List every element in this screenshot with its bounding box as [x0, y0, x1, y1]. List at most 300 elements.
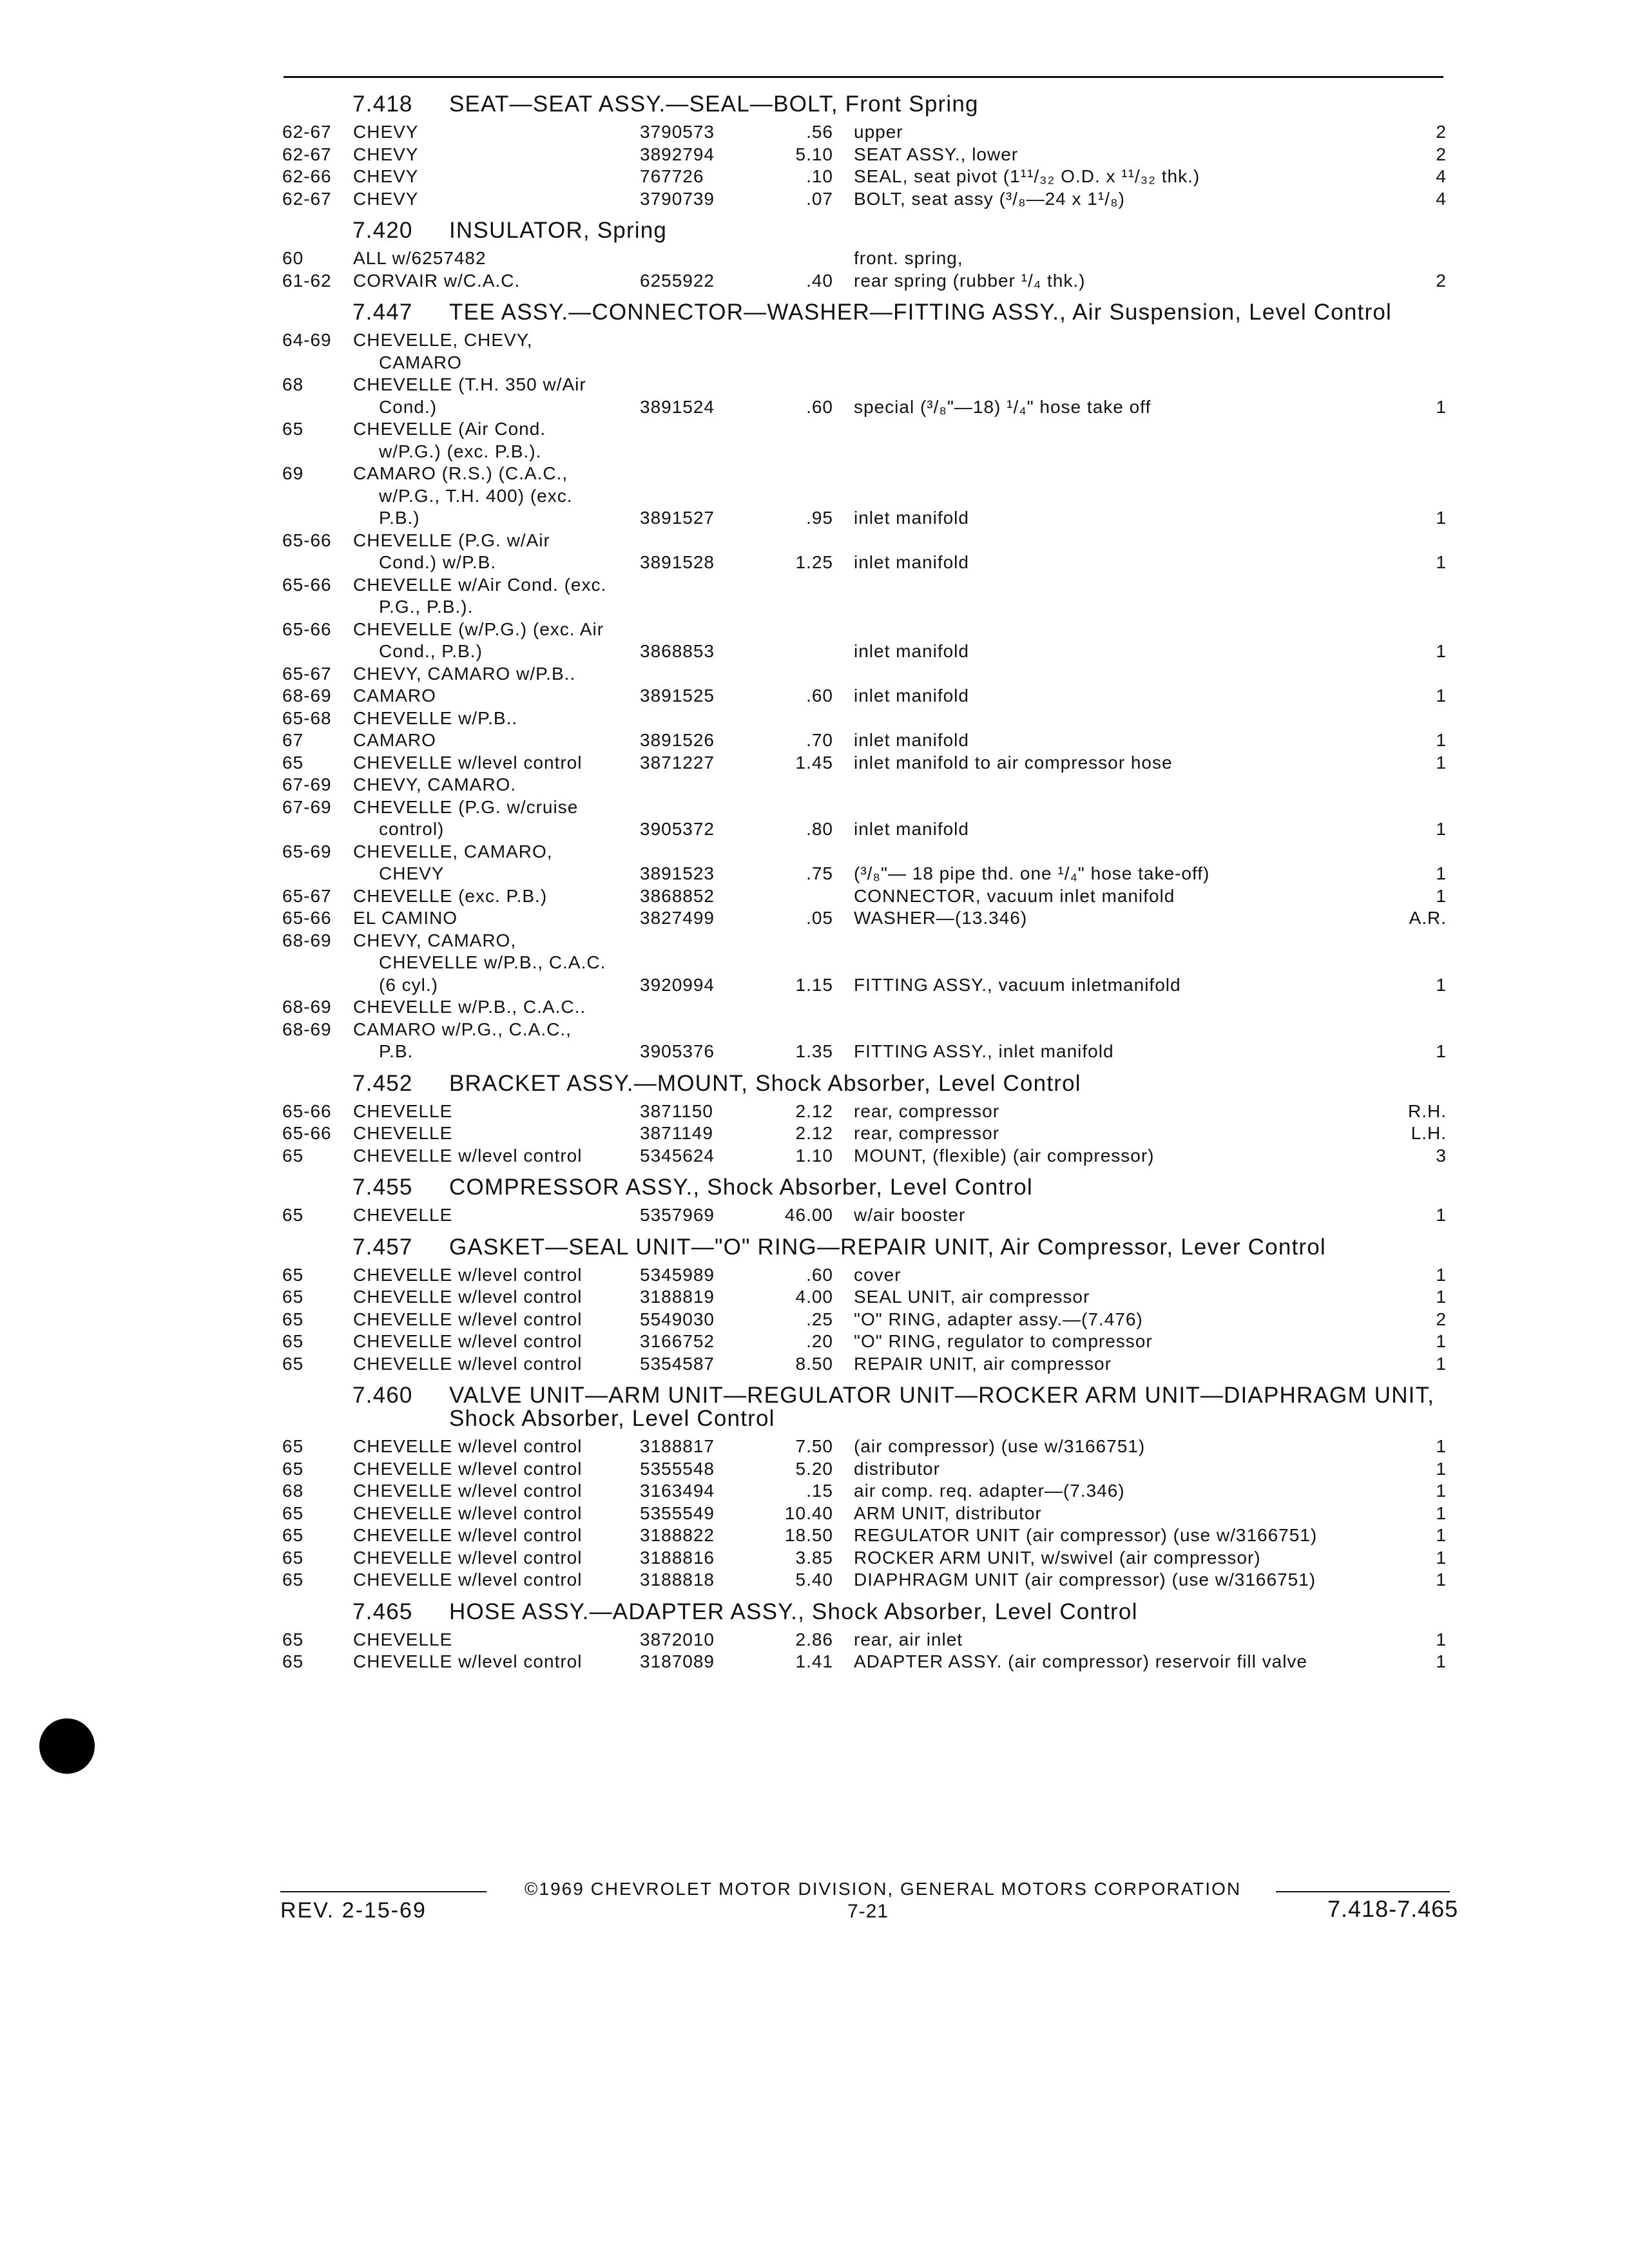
model-years: 68	[282, 374, 304, 394]
vehicle-model-line: CHEVY, CAMARO,	[353, 930, 517, 950]
quantity: 1	[1436, 1547, 1447, 1568]
list-price: 1.45	[795, 752, 833, 773]
vehicle-model-line: w/P.G.) (exc. P.B.).	[379, 441, 542, 461]
part-row	[0, 1503, 1629, 1525]
quantity: L.H.	[1411, 1123, 1447, 1143]
part-row	[0, 663, 1629, 686]
part-number: 3790573	[640, 122, 715, 142]
vehicle-model-line: CHEVY, CAMARO w/P.B..	[353, 663, 576, 684]
vehicle-model-line: CAMARO	[353, 730, 436, 750]
part-row	[0, 1204, 1629, 1227]
model-years: 65	[282, 1547, 304, 1568]
list-price: .75	[806, 863, 833, 883]
vehicle-model-line: CHEVELLE w/level control	[353, 1547, 583, 1568]
part-row	[0, 1458, 1629, 1481]
vehicle-model	[353, 930, 640, 997]
vehicle-model	[353, 1331, 640, 1353]
part-number: 767726	[640, 166, 704, 186]
list-price: 18.50	[784, 1525, 833, 1545]
vehicle-model-line: CHEVELLE w/level control	[353, 752, 583, 773]
list-price: 10.40	[784, 1503, 833, 1523]
section-number: 7.418	[352, 91, 413, 117]
vehicle-model-line: CHEVELLE (T.H. 350 w/Air	[353, 374, 586, 394]
part-description: REPAIR UNIT, air compressor	[854, 1353, 1112, 1374]
vehicle-model-line: CORVAIR w/C.A.C.	[353, 270, 521, 291]
model-years: 65	[282, 1503, 304, 1523]
list-price: .20	[806, 1331, 833, 1351]
section-number: 7.455	[352, 1175, 413, 1200]
model-years: 65-66	[282, 574, 332, 595]
part-row	[0, 1524, 1629, 1547]
part-row	[0, 685, 1629, 707]
vehicle-model-line: Cond.)	[379, 396, 438, 417]
part-row	[0, 1264, 1629, 1287]
part-description: rear spring (rubber ¹/₄ thk.)	[854, 270, 1086, 291]
model-years: 62-67	[282, 122, 332, 142]
part-description: distributor	[854, 1458, 940, 1479]
vehicle-model	[353, 1286, 640, 1309]
part-row	[0, 752, 1629, 774]
part-description: "O" RING, regulator to compressor	[854, 1331, 1153, 1351]
part-row	[0, 270, 1629, 293]
list-price: .80	[806, 819, 833, 839]
quantity: 1	[1436, 1481, 1447, 1501]
vehicle-model-line: CHEVELLE w/level control	[353, 1503, 583, 1523]
section-number: 7.460	[352, 1383, 413, 1408]
quantity: 1	[1436, 1629, 1447, 1649]
vehicle-model	[353, 1309, 640, 1331]
model-years: 65	[282, 1570, 304, 1590]
part-number: 3188819	[640, 1287, 715, 1307]
part-row	[0, 1019, 1629, 1063]
vehicle-model	[353, 374, 640, 418]
part-row	[0, 729, 1629, 752]
list-price: 1.35	[795, 1041, 833, 1061]
vehicle-model	[353, 1353, 640, 1376]
section-title: BRACKET ASSY.—MOUNT, Shock Absorber, Level Control	[449, 1070, 1081, 1096]
model-years: 65	[282, 1205, 304, 1225]
list-price: .05	[806, 908, 833, 928]
vehicle-model	[353, 885, 640, 908]
vehicle-model	[353, 329, 640, 374]
vehicle-model	[353, 188, 640, 211]
vehicle-model	[353, 574, 640, 619]
section-heading	[0, 1176, 1629, 1199]
part-description: SEAT ASSY., lower	[854, 144, 1019, 164]
part-row	[0, 774, 1629, 796]
vehicle-model	[353, 1122, 640, 1145]
part-number: 3891527	[640, 508, 715, 528]
quantity: 1	[1436, 1205, 1447, 1225]
model-years: 65-67	[282, 885, 332, 906]
part-row	[0, 1569, 1629, 1591]
vehicle-model-line: CHEVY	[379, 863, 445, 883]
footer-rule-right	[1276, 1891, 1450, 1892]
list-price: .15	[806, 1481, 833, 1501]
top-rule	[284, 76, 1443, 78]
model-years: 67	[282, 730, 304, 750]
part-row	[0, 530, 1629, 574]
part-description: FITTING ASSY., vacuum inletmanifold	[854, 974, 1181, 995]
section-title: VALVE UNIT—ARM UNIT—REGULATOR UNIT—ROCKER ARM UNIT—DIAPHRAGM UNIT, Shock Absorber, Level Control	[449, 1383, 1435, 1431]
vehicle-model-line: CHEVELLE w/level control	[353, 1309, 583, 1329]
model-years: 68-69	[282, 686, 332, 706]
vehicle-model-line: CHEVELLE w/P.B., C.A.C.	[379, 952, 606, 972]
list-price: 5.20	[795, 1458, 833, 1479]
part-description: (³/₈"— 18 pipe thd. one ¹/₄" hose take-off)	[854, 863, 1210, 883]
quantity: 1	[1436, 686, 1447, 706]
part-row	[0, 166, 1629, 188]
vehicle-model-line: CHEVELLE	[353, 1123, 453, 1143]
part-number: 3891528	[640, 552, 715, 572]
footer-page-number: 7-21	[847, 1901, 889, 1922]
model-years: 65-66	[282, 1123, 332, 1143]
model-years: 67-69	[282, 774, 332, 794]
list-price: 7.50	[795, 1436, 833, 1456]
section-title: COMPRESSOR ASSY., Shock Absorber, Level Control	[449, 1175, 1033, 1200]
vehicle-model-line: P.G., P.B.).	[379, 597, 474, 617]
part-number: 3871149	[640, 1123, 713, 1143]
model-years: 65	[282, 1525, 304, 1545]
quantity: 4	[1436, 188, 1447, 209]
vehicle-model-line: CHEVY	[353, 122, 419, 142]
quantity: 1	[1436, 1331, 1447, 1351]
part-number: 3920994	[640, 974, 715, 995]
part-row	[0, 329, 1629, 374]
quantity: 1	[1436, 819, 1447, 839]
quantity: 1	[1436, 641, 1447, 661]
part-description: w/air booster	[854, 1205, 966, 1225]
quantity: 2	[1436, 144, 1447, 164]
section-heading	[0, 301, 1629, 324]
vehicle-model-line: CHEVY, CAMARO.	[353, 774, 517, 794]
part-number: 3187089	[640, 1651, 715, 1671]
binder-hole-mark	[39, 1718, 95, 1774]
part-description: inlet manifold to air compressor hose	[854, 752, 1173, 773]
model-years: 65	[282, 752, 304, 773]
list-price: .10	[806, 166, 833, 186]
list-price: 1.15	[795, 974, 833, 995]
model-years: 65	[282, 1309, 304, 1329]
part-row	[0, 1309, 1629, 1331]
vehicle-model	[353, 1524, 640, 1547]
vehicle-model	[353, 774, 640, 796]
section-heading	[0, 1384, 1629, 1430]
part-number: 3188822	[640, 1525, 715, 1545]
vehicle-model-line: CHEVELLE	[353, 1629, 453, 1649]
footer-rule-left	[280, 1891, 487, 1892]
part-row	[0, 463, 1629, 530]
model-years: 65-67	[282, 663, 332, 684]
quantity: 1	[1436, 508, 1447, 528]
part-row	[0, 121, 1629, 144]
model-years: 60	[282, 248, 304, 268]
vehicle-model	[353, 166, 640, 188]
part-number: 5345624	[640, 1145, 715, 1166]
part-row	[0, 418, 1629, 463]
part-description: BOLT, seat assy (³/₈—24 x 1¹/₈)	[854, 188, 1125, 209]
vehicle-model	[353, 841, 640, 885]
section-number: 7.457	[352, 1234, 413, 1260]
vehicle-model-line: ALL w/6257482	[353, 248, 487, 268]
list-price: 46.00	[784, 1205, 833, 1225]
model-years: 65	[282, 1651, 304, 1671]
quantity: 1	[1436, 1503, 1447, 1523]
list-price: 2.12	[795, 1100, 833, 1121]
catalog-section	[0, 301, 1629, 1063]
model-years: 67-69	[282, 796, 332, 817]
part-row	[0, 247, 1629, 270]
section-heading	[0, 1072, 1629, 1095]
part-description: ARM UNIT, distributor	[854, 1503, 1042, 1523]
catalog-section	[0, 1600, 1629, 1673]
model-years: 65	[282, 419, 304, 439]
vehicle-model-line: CHEVELLE	[353, 1205, 453, 1225]
vehicle-model-line: CHEVELLE	[353, 1100, 453, 1121]
part-row	[0, 619, 1629, 663]
part-row	[0, 1331, 1629, 1353]
section-number: 7.452	[352, 1070, 413, 1096]
vehicle-model-line: CAMARO	[353, 686, 436, 706]
part-row	[0, 885, 1629, 908]
vehicle-model-line: CHEVELLE w/level control	[353, 1145, 583, 1166]
part-number: 3905372	[640, 819, 715, 839]
section-heading	[0, 1600, 1629, 1624]
part-description: cover	[854, 1264, 901, 1285]
part-description: air comp. req. adapter—(7.346)	[854, 1481, 1125, 1501]
quantity: A.R.	[1409, 908, 1447, 928]
part-row	[0, 1145, 1629, 1168]
vehicle-model	[353, 907, 640, 930]
vehicle-model-line: CHEVELLE w/level control	[353, 1287, 583, 1307]
list-price: .60	[806, 1264, 833, 1285]
vehicle-model-line: CHEVELLE w/level control	[353, 1353, 583, 1374]
quantity: 1	[1436, 730, 1447, 750]
vehicle-model-line: Cond.) w/P.B.	[379, 552, 497, 572]
part-description: inlet manifold	[854, 819, 969, 839]
part-row	[0, 796, 1629, 841]
list-price: 1.10	[795, 1145, 833, 1166]
part-number: 3790739	[640, 188, 715, 209]
quantity: 2	[1436, 1309, 1447, 1329]
catalog-section	[0, 93, 1629, 210]
footer-copyright: ©1969 CHEVROLET MOTOR DIVISION, GENERAL MOTORS CORPORATION	[524, 1879, 1242, 1899]
quantity: 1	[1436, 1570, 1447, 1590]
model-years: 68	[282, 1481, 304, 1501]
part-number: 5355548	[640, 1458, 715, 1479]
vehicle-model-line: CHEVELLE (exc. P.B.)	[353, 885, 548, 906]
vehicle-model-line: Cond., P.B.)	[379, 641, 483, 661]
list-price: 8.50	[795, 1353, 833, 1374]
part-description: (air compressor) (use w/3166751)	[854, 1436, 1146, 1456]
quantity: 3	[1436, 1145, 1447, 1166]
list-price: .40	[806, 270, 833, 291]
vehicle-model-line: CAMARO	[379, 352, 462, 372]
vehicle-model	[353, 1480, 640, 1503]
catalog-section	[0, 219, 1629, 292]
vehicle-model-line: CAMARO w/P.G., C.A.C.,	[353, 1019, 572, 1039]
part-row	[0, 1436, 1629, 1458]
model-years: 65	[282, 1436, 304, 1456]
catalog-section	[0, 1072, 1629, 1168]
vehicle-model-line: CHEVELLE w/P.B., C.A.C..	[353, 997, 586, 1017]
model-years: 65-68	[282, 707, 332, 728]
part-number: 3188816	[640, 1547, 715, 1568]
quantity: 1	[1436, 1651, 1447, 1671]
part-description: CONNECTOR, vacuum inlet manifold	[854, 885, 1175, 906]
part-description: rear, compressor	[854, 1123, 1000, 1143]
vehicle-model	[353, 1204, 640, 1227]
model-years: 65-66	[282, 1100, 332, 1121]
part-number: 6255922	[640, 270, 715, 291]
part-row	[0, 930, 1629, 997]
vehicle-model-line: w/P.G., T.H. 400) (exc.	[379, 485, 573, 506]
list-price: .95	[806, 508, 833, 528]
part-row	[0, 1480, 1629, 1503]
quantity: 1	[1436, 863, 1447, 883]
model-years: 65-69	[282, 841, 332, 861]
vehicle-model	[353, 729, 640, 752]
part-number: 5345989	[640, 1264, 715, 1285]
vehicle-model	[353, 752, 640, 774]
section-title: TEE ASSY.—CONNECTOR—WASHER—FITTING ASSY., Air Suspension, Level Control	[449, 300, 1392, 325]
vehicle-model	[353, 1019, 640, 1063]
vehicle-model-line: CHEVELLE w/level control	[353, 1264, 583, 1285]
quantity: 2	[1436, 270, 1447, 291]
model-years: 61-62	[282, 270, 332, 291]
part-number: 3891525	[640, 686, 715, 706]
vehicle-model	[353, 685, 640, 707]
part-row	[0, 374, 1629, 418]
part-number: 3188818	[640, 1570, 715, 1590]
list-price: .25	[806, 1309, 833, 1329]
catalog-section	[0, 1176, 1629, 1227]
footer-revision: REV. 2-15-69	[280, 1898, 427, 1923]
part-row	[0, 188, 1629, 211]
part-description: REGULATOR UNIT (air compressor) (use w/3166751)	[854, 1525, 1318, 1545]
part-row	[0, 144, 1629, 166]
vehicle-model-line: control)	[379, 819, 445, 839]
quantity: 1	[1436, 1041, 1447, 1061]
part-description: special (³/₈"—18) ¹/₄" hose take off	[854, 396, 1152, 417]
vehicle-model	[353, 1651, 640, 1673]
part-description: rear, compressor	[854, 1100, 1000, 1121]
part-number: 5549030	[640, 1309, 715, 1329]
list-price: 2.12	[795, 1123, 833, 1143]
vehicle-model-line: CHEVELLE (P.G. w/cruise	[353, 796, 579, 817]
part-description: inlet manifold	[854, 508, 969, 528]
list-price: 1.25	[795, 552, 833, 572]
part-description: FITTING ASSY., inlet manifold	[854, 1041, 1114, 1061]
model-years: 69	[282, 463, 304, 483]
parts-catalog-body	[0, 84, 1629, 1678]
vehicle-model-line: CHEVELLE (w/P.G.) (exc. Air	[353, 619, 604, 639]
quantity: 1	[1436, 1264, 1447, 1285]
part-description: SEAL, seat pivot (1¹¹/₃₂ O.D. x ¹¹/₃₂ thk.)	[854, 166, 1200, 186]
vehicle-model	[353, 796, 640, 841]
vehicle-model	[353, 1264, 640, 1287]
vehicle-model-line: CHEVELLE w/level control	[353, 1436, 583, 1456]
part-number: 3891526	[640, 730, 715, 750]
section-number: 7.420	[352, 218, 413, 243]
list-price: 1.41	[795, 1651, 833, 1671]
vehicle-model-line: CHEVELLE w/level control	[353, 1458, 583, 1479]
model-years: 64-69	[282, 330, 332, 350]
model-years: 62-67	[282, 144, 332, 164]
list-price: .60	[806, 686, 833, 706]
part-row	[0, 1100, 1629, 1123]
part-row	[0, 1286, 1629, 1309]
part-number: 3872010	[640, 1629, 715, 1649]
catalog-section	[0, 1236, 1629, 1376]
part-description: front. spring,	[854, 248, 963, 268]
vehicle-model	[353, 1503, 640, 1525]
vehicle-model	[353, 1629, 640, 1651]
model-years: 68-69	[282, 930, 332, 950]
vehicle-model	[353, 530, 640, 574]
vehicle-model-line: CHEVELLE (P.G. w/Air	[353, 530, 550, 550]
footer-section-range: 7.418-7.465	[1327, 1896, 1459, 1922]
part-number: 3163494	[640, 1481, 715, 1501]
vehicle-model	[353, 463, 640, 530]
vehicle-model	[353, 1436, 640, 1458]
vehicle-model	[353, 619, 640, 663]
vehicle-model-line: EL CAMINO	[353, 908, 458, 928]
list-price: 2.86	[795, 1629, 833, 1649]
model-years: 65-66	[282, 530, 332, 550]
part-row	[0, 574, 1629, 619]
list-price: .07	[806, 188, 833, 209]
part-description: upper	[854, 122, 903, 142]
quantity: 1	[1436, 1287, 1447, 1307]
vehicle-model	[353, 1145, 640, 1168]
vehicle-model-line: CHEVELLE w/level control	[353, 1651, 583, 1671]
vehicle-model-line: (6 cyl.)	[379, 974, 438, 995]
vehicle-model-line: CHEVELLE (Air Cond.	[353, 419, 546, 439]
part-number: 3871227	[640, 752, 715, 773]
part-row	[0, 1629, 1629, 1651]
part-description: DIAPHRAGM UNIT (air compressor) (use w/3166751)	[854, 1570, 1316, 1590]
part-description: ROCKER ARM UNIT, w/swivel (air compressor)	[854, 1547, 1261, 1568]
vehicle-model-line: CHEVELLE w/P.B..	[353, 707, 518, 728]
list-price: .60	[806, 396, 833, 417]
section-heading	[0, 219, 1629, 242]
model-years: 68-69	[282, 997, 332, 1017]
part-description: rear, air inlet	[854, 1629, 963, 1649]
vehicle-model-line: CHEVELLE w/level control	[353, 1525, 583, 1545]
quantity: 1	[1436, 1436, 1447, 1456]
section-title: INSULATOR, Spring	[449, 218, 668, 243]
part-number: 3868853	[640, 641, 715, 661]
vehicle-model	[353, 1547, 640, 1570]
part-description: MOUNT, (flexible) (air compressor)	[854, 1145, 1155, 1166]
part-number: 3188817	[640, 1436, 715, 1456]
section-heading	[0, 1236, 1629, 1259]
vehicle-model-line: CHEVELLE w/Air Cond. (exc.	[353, 574, 607, 595]
quantity: 1	[1436, 1525, 1447, 1545]
part-row	[0, 707, 1629, 730]
vehicle-model-line: CHEVELLE w/level control	[353, 1481, 583, 1501]
part-description: "O" RING, adapter assy.—(7.476)	[854, 1309, 1143, 1329]
part-row	[0, 841, 1629, 885]
part-row	[0, 907, 1629, 930]
vehicle-model	[353, 121, 640, 144]
vehicle-model	[353, 1458, 640, 1481]
section-number: 7.465	[352, 1599, 413, 1624]
quantity: 1	[1436, 552, 1447, 572]
part-number: 3868852	[640, 885, 715, 906]
vehicle-model	[353, 1100, 640, 1123]
